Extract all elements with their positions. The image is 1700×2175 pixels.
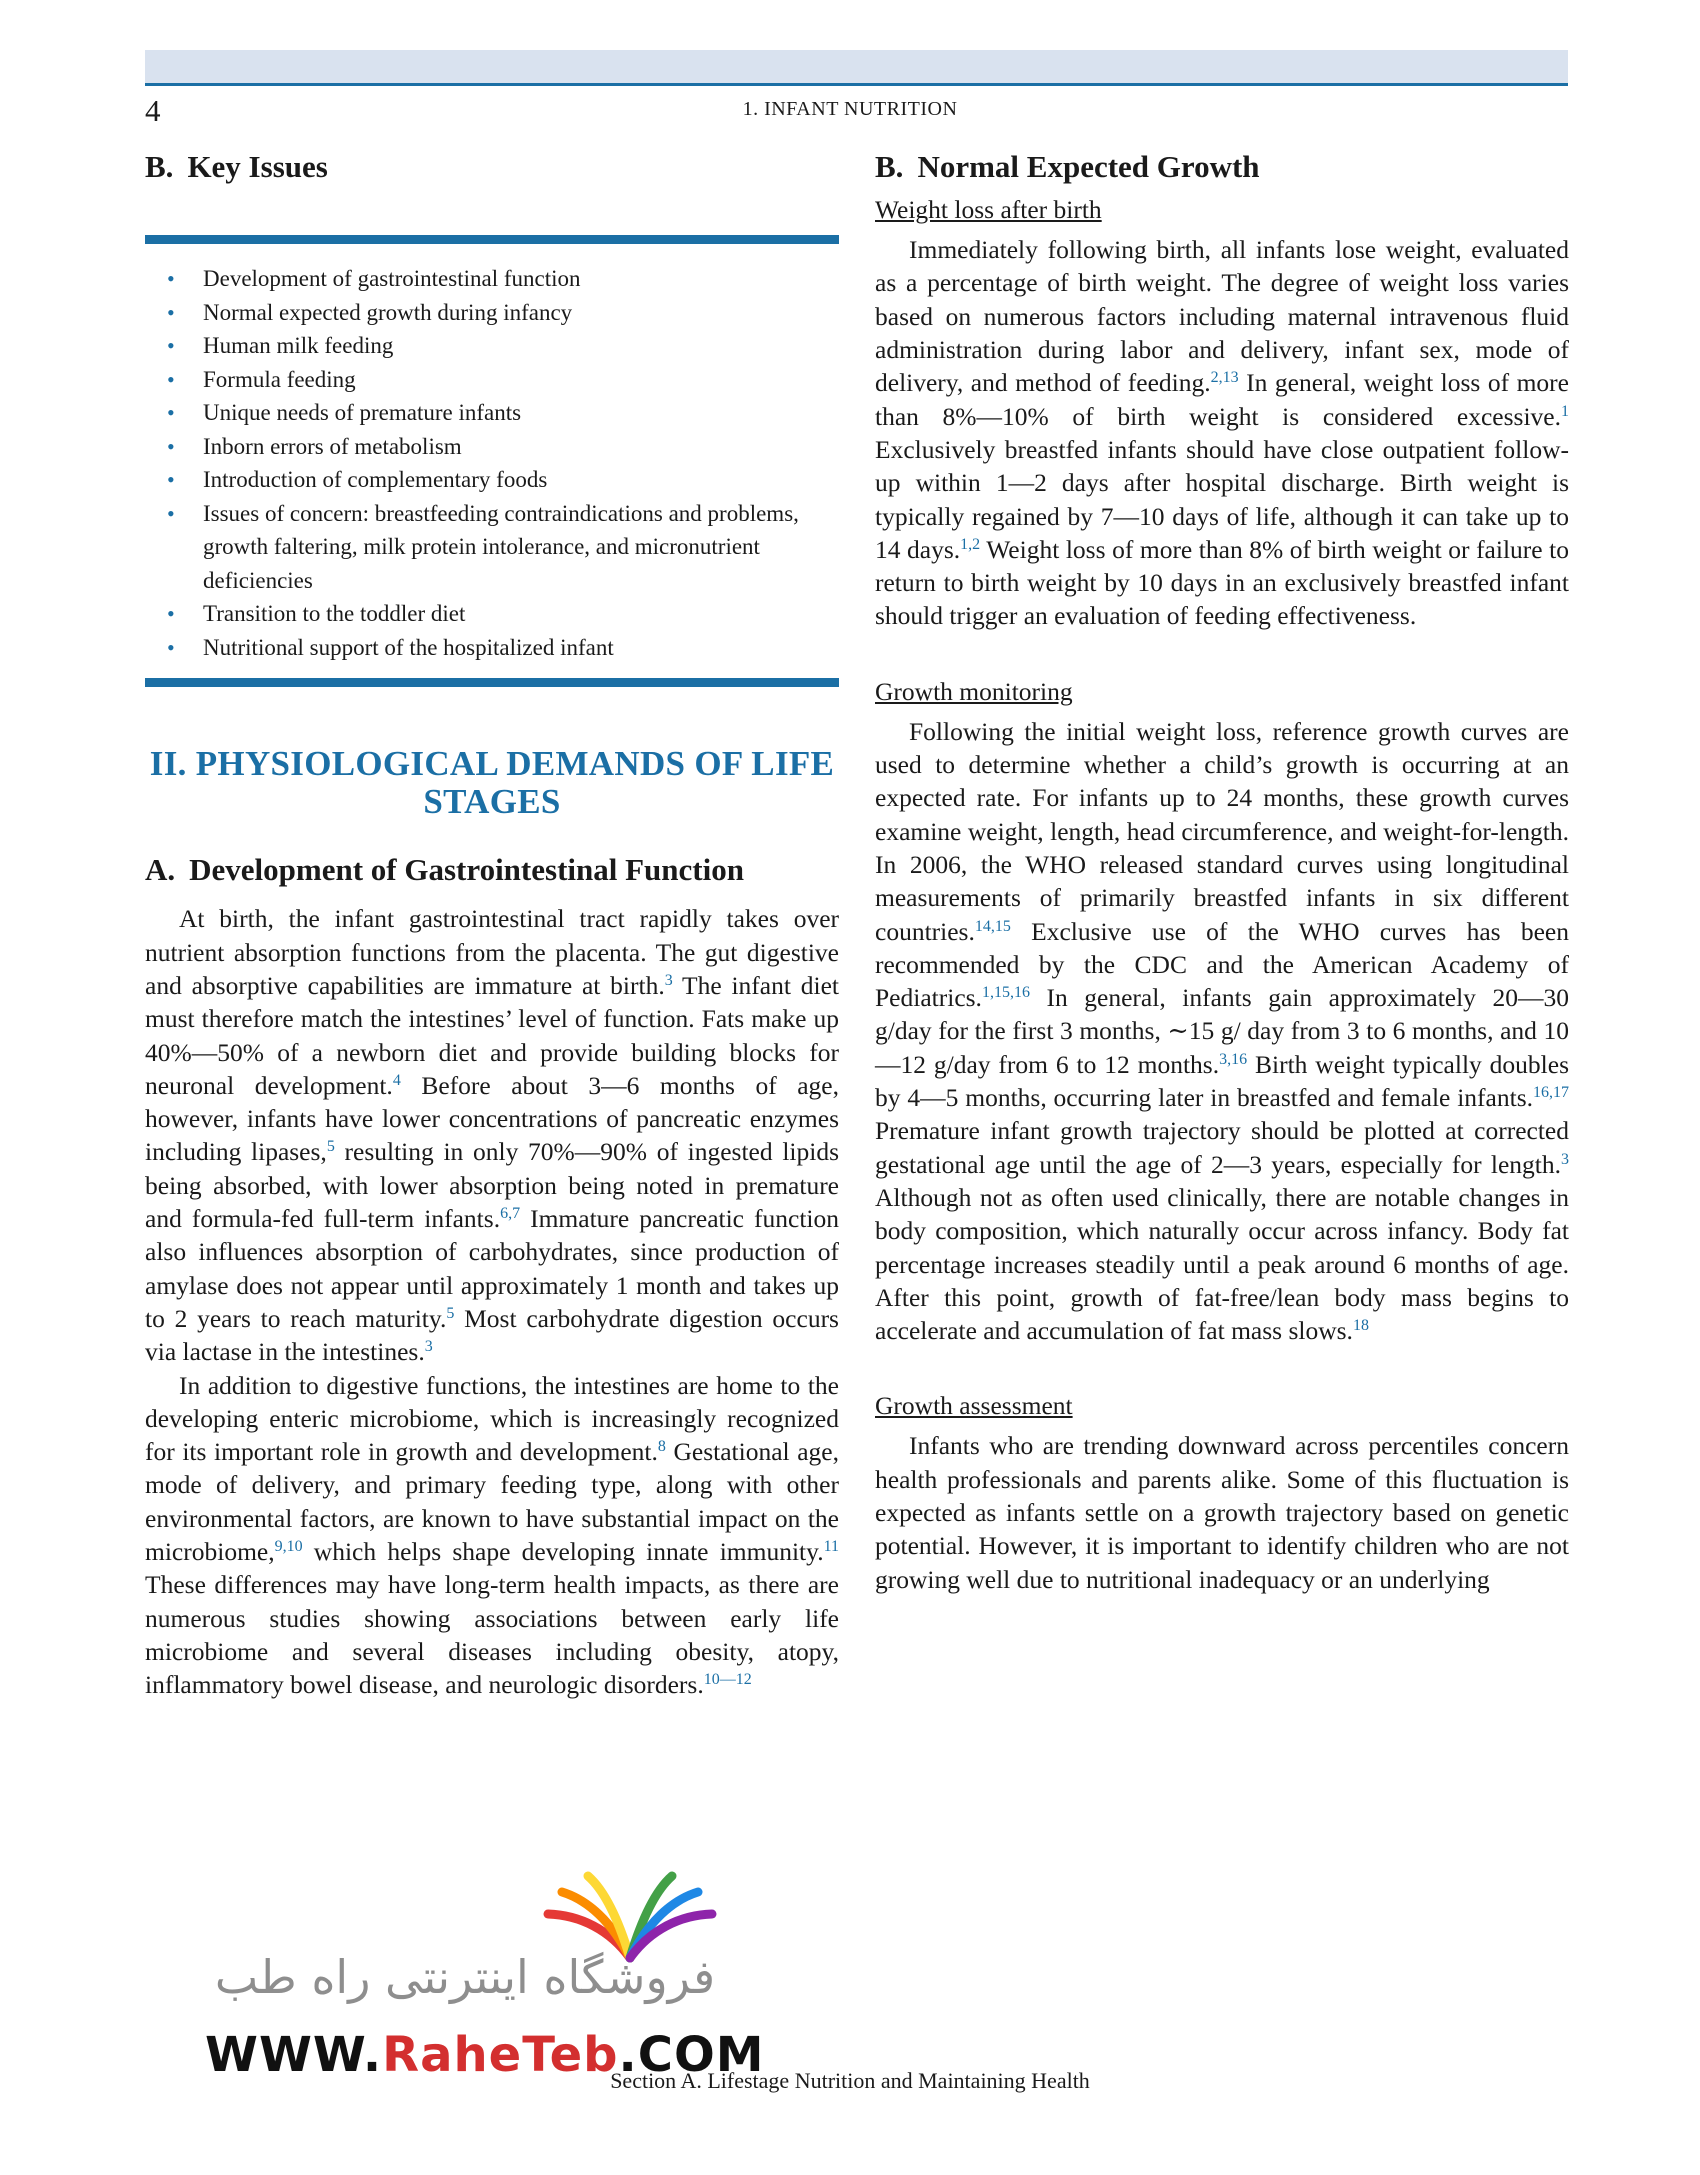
list-item: • Human milk feeding xyxy=(167,329,839,363)
citation: 3 xyxy=(664,971,673,989)
citation: 1 xyxy=(1561,402,1569,420)
citation: 4 xyxy=(392,1071,401,1089)
box-rule-bottom xyxy=(145,678,839,687)
key-issues-list xyxy=(145,244,839,678)
citation: 9,10 xyxy=(274,1538,303,1556)
citation: 16,17 xyxy=(1533,1084,1569,1102)
paragraph-gi-development: At birth, the infant gastrointestinal tract rapidly takes over nutrient absorption functions from the placenta. The gut digestive and absorptive capabilities are immature at birth.$^3$ The infant diet must therefore match the intestines’ level of function. Fats make up 40%—50% of a newborn diet and provide building blocks for neuronal development.$^4$ Before about 3—6 months of age, however, infants have lower concentrations of pancreatic enzymes including lipases,$^5$ resulting in only 70%—90% of ingested lipids being absorbed, with lower absorption being noted in premature and formula-fed full-term infants.$^{6,7}$ Immature pancreatic function also influences absorption of carbohydrates, since production of amylase does not appear until approximately 1 month and takes up to 2 years to reach maturity.$^5$ Most carbohydrate digestion occurs via lactase in the intestines.$^3$ xyxy=(145,904,839,1367)
paragraph-microbiome: In addition to digestive functions, the intestines are home to the developing enteric microbiome, which is increasingly recognized for its important role in growth and development.$^8$ Gestational age, mode of delivery, and primary feeding type, along with other environmental factors, are known to have substantial impact on the microbiome,$^{9,10}$ which helps shape developing innate immunity.$^{11}$ These differences may have long-term health impacts, as there are numerous studies showing associations between early life microbiome and several diseases including obesity, atopy, inflammatory bowel disease, and neurologic disorders.$^{10—12}$ xyxy=(145,1370,839,1700)
section-a-heading: A. Development of Gastrointestinal Function xyxy=(145,852,744,888)
running-title: 1. INFANT NUTRITION xyxy=(742,98,958,120)
list-item: • Unique needs of premature infants xyxy=(167,396,839,430)
subheading-weight-loss: Weight loss after birth xyxy=(875,195,1102,225)
citation: 1,2 xyxy=(960,535,981,553)
subheading-growth-assessment: Growth assessment xyxy=(875,1391,1073,1421)
citation: 5 xyxy=(446,1304,455,1322)
box-rule-top xyxy=(145,235,839,244)
citation: 8 xyxy=(657,1438,666,1456)
watermark-url: WWW.RaheTeb.COM xyxy=(205,2027,765,2083)
citation: 6,7 xyxy=(500,1205,521,1223)
citation: 3 xyxy=(1561,1150,1569,1168)
page-footer: Section A. Lifestage Nutrition and Maintaining Health xyxy=(610,2068,1090,2093)
list-item: • Transition to the toddler diet xyxy=(167,597,839,631)
page-number: 4 xyxy=(145,93,161,128)
list-item: • Issues of concern: breastfeeding contraindications and problems, growth faltering, milk protein intolerance, and micronutrient deficiencies xyxy=(167,497,839,598)
list-item: • Nutritional support of the hospitalized infant xyxy=(167,631,839,665)
citation: 3,16 xyxy=(1219,1050,1248,1068)
right-column xyxy=(875,140,1569,1596)
citation: 2,13 xyxy=(1210,369,1239,387)
citation: 11 xyxy=(823,1538,839,1556)
section-b-heading: B. Normal Expected Growth xyxy=(875,149,1260,184)
list-item: • Development of gastrointestinal function xyxy=(167,262,839,296)
paragraph-growth-monitoring: Following the initial weight loss, reference growth curves are used to determine whether a child’s growth is occurring at an expected rate. For infants up to 24 months, these growth curves examine weight, length, head circumference, and weight-for-length. In 2006, the WHO released standard curves using longitudinal measurements of primarily breastfed infants in six different countries.$^{14,15}$ Exclusive use of the WHO curves has been recommended by the CDC and the American Academy of Pediatrics.$^{1,15,16}$ In general, infants gain approximately 20—30 g/day for the first 3 months, ∼15 g/ day from 3 to 6 months, and 10—12 g/day from 6 to 12 months.$^{3,16}$ Birth weight typically doubles by 4—5 months, occurring later in breastfed and female infants.$^{16,17}$ Premature infant growth trajectory should be plotted at corrected gestational age until the age of 2—3 years, especially for length.$^3$ Although not as often used clinically, there are notable changes in body composition, which naturally occur across infancy. Body fat percentage increases steadily until a peak around 6 months of age. After this point, growth of fat-free/lean body mass begins to accelerate and accumulation of fat mass slows.$^{18}$ xyxy=(875,716,1570,1346)
paragraph-growth-assessment: Infants who are trending downward across percentiles concern health professionals and parents alike. Some of this fluctuation is expected as infants settle on a growth trajectory based on genetic potential. However, it is important to identify children who are not growing well due to nutritional inadequacy or an underlying xyxy=(875,1431,1569,1594)
part-heading: II. PHYSIOLOGICAL DEMANDS OF LIFE STAGES xyxy=(149,744,835,822)
key-issues-heading: B. Key Issues xyxy=(145,149,328,184)
key-issues-box xyxy=(145,235,839,687)
subheading-growth-monitoring: Growth monitoring xyxy=(875,676,1073,706)
list-item: • Normal expected growth during infancy xyxy=(167,296,839,330)
watermark-persian-text: فروشگاه اینترنتی راه طب xyxy=(214,1950,716,2004)
left-column xyxy=(145,140,839,1702)
citation: 10—12 xyxy=(703,1671,752,1689)
list-item: • Introduction of complementary foods xyxy=(167,463,839,497)
paragraph-weight-loss: Immediately following birth, all infants lose weight, evaluated as a percentage of birth weight. The degree of weight loss varies based on numerous factors including maternal intravenous fluid administration during labor and delivery, infant sex, mode of delivery, and method of feeding.$^{2,13}$ In general, weight loss of more than 8%—10% of birth weight is considered excessive.$^1$ Exclusively breastfed infants should have close outpatient follow-up within 1—2 days after hospital discharge. Birth weight is typically regained by 7—10 days of life, although it can take up to 14 days.$^{1,2}$ Weight loss of more than 8% of birth weight or failure to return to birth weight by 10 days in an exclusively breastfed infant should trigger an evaluation of feeding effectiveness. xyxy=(875,235,1569,631)
citation: 3 xyxy=(424,1338,433,1356)
citation: 5 xyxy=(326,1138,335,1156)
list-item: • Inborn errors of metabolism xyxy=(167,430,839,464)
list-item: • Formula feeding xyxy=(167,363,839,397)
citation: 1,15,16 xyxy=(981,984,1030,1002)
citation: 14,15 xyxy=(974,917,1011,935)
citation: 18 xyxy=(1352,1317,1369,1335)
header-band xyxy=(145,50,1568,86)
